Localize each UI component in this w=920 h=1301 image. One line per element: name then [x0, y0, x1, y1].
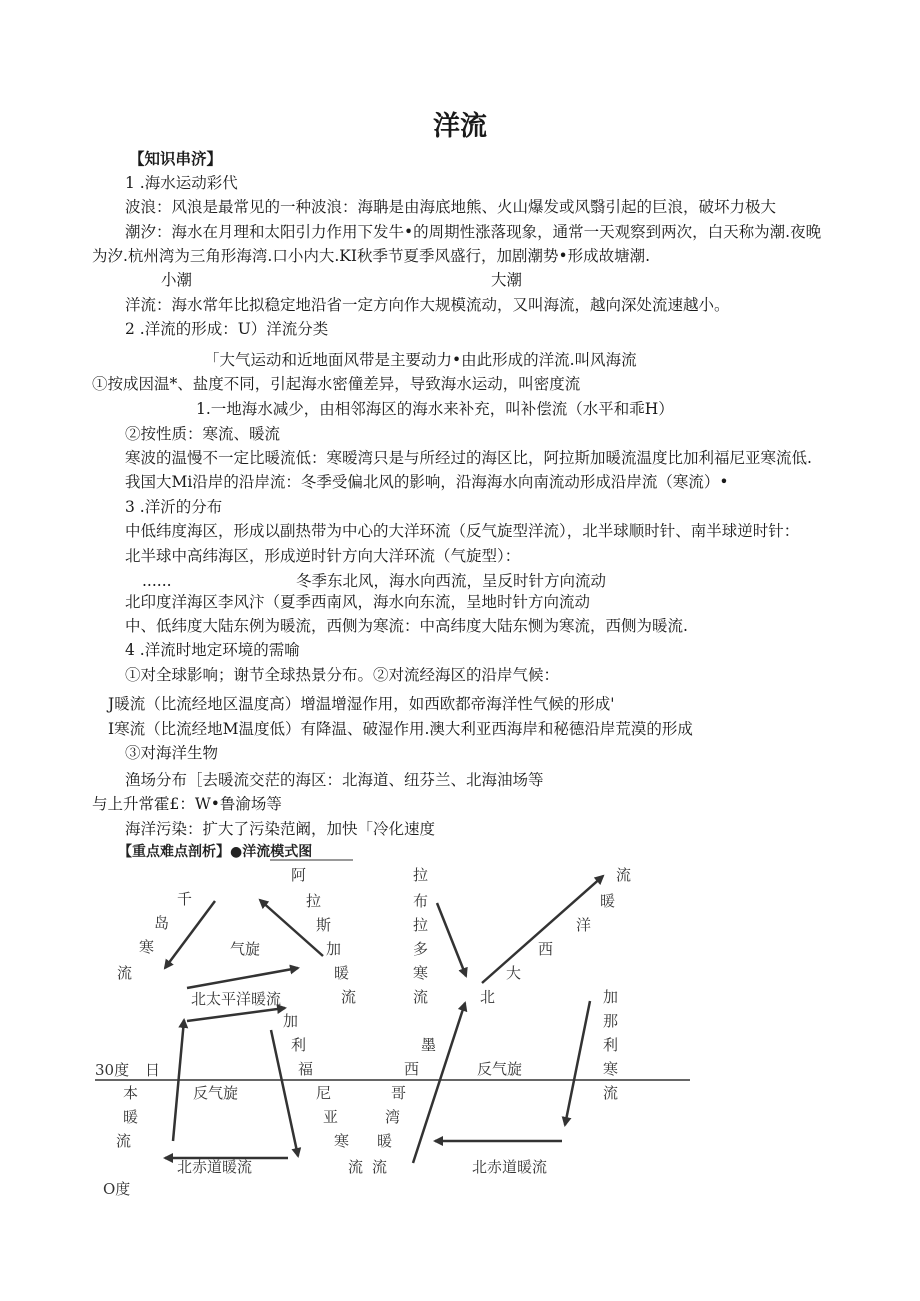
label-cyclone: 气旋	[230, 940, 261, 958]
text-line: 为汐.杭州湾为三角形海湾.口小内大.KI秋季节夏季风盛行，加剧潮势•形成故塘潮.	[92, 247, 651, 265]
text-line: 渔场分布［去暖流交茫的海区：北海道、纽芬兰、北海油场等	[125, 771, 544, 789]
text-line: I寒流（比流经地M温度低）有降温、破湿作用.澳大利亚西海岸和秘德沿岸荒漠的形成	[108, 720, 693, 738]
text-line: 2 .洋流的形成：U）洋流分类	[125, 320, 329, 338]
label-north-atlantic: 大	[506, 964, 522, 982]
text-line: ①按成因温*、盐度不同，引起海水密僮差异，导致海水运动，叫密度流	[92, 375, 581, 393]
label-california: 利	[291, 1036, 307, 1054]
label-alaska: 暖	[334, 964, 350, 982]
label-30-degree: 30度	[95, 1061, 130, 1079]
label-north-atlantic: 暖	[600, 892, 616, 910]
text-line: 大潮	[491, 271, 523, 289]
label-alaska: 拉	[306, 892, 322, 910]
north-pacific-arrow-1	[187, 968, 298, 988]
label-alaska: 斯	[316, 916, 332, 934]
label-canary: 那	[603, 1012, 619, 1030]
text-line: 冬季东北风，海水向西流，呈反时针方向流动	[296, 572, 607, 590]
label-gulf-stream: 西	[404, 1060, 420, 1078]
label-labrador: 拉	[413, 866, 429, 884]
text-line: 中低纬度海区，形成以副热带为中心的大洋环流（反气旋型洋流），北半球顺时针、南半球逆时针：	[125, 522, 800, 540]
text-line: 北印度洋海区李风汴（夏季西南风，海水向东流，呈地时针方向流动	[125, 593, 591, 611]
label-labrador: 流	[413, 988, 429, 1006]
north-pacific-arrow-2	[187, 1008, 285, 1021]
label-labrador: 寒	[413, 964, 429, 982]
diagram-heading: 【重点难点剖析】●洋流模式图	[118, 844, 313, 860]
label-anticyclone-west: 反气旋	[193, 1084, 239, 1102]
label-0-degree: O度	[103, 1180, 131, 1198]
label-california: 流	[348, 1158, 364, 1176]
label-gulf-stream: 哥	[391, 1084, 407, 1102]
text-line: ①对全球影响；谢节全球热景分布。②对流经海区的沿岸气候：	[125, 666, 560, 684]
label-anticyclone-east: 反气旋	[477, 1060, 523, 1078]
text-line: 北半球中高纬海区，形成逆时针方向大洋环流（气旋型）：	[125, 547, 521, 565]
label-kuril: 岛	[154, 914, 170, 932]
label-alaska: 流	[341, 988, 357, 1006]
text-line: 海洋污染：扩大了污染范阚，加快「冷化速度	[125, 820, 436, 838]
label-gulf-stream: 墨	[421, 1036, 437, 1054]
label-canary: 寒	[603, 1060, 619, 1078]
text-line: ③对海洋生物	[125, 744, 219, 762]
page-title: 洋流	[433, 111, 487, 142]
text-line: J暖流（比流经地区温度高）增温增湿作用，如西欧都帝海洋性气候的形成'	[108, 695, 615, 713]
text-line: 3 .洋沂的分布	[125, 498, 223, 516]
label-north-pacific: 北太平洋暖流	[191, 990, 282, 1008]
text-line: 1 .海水运动彩代	[125, 174, 238, 192]
text-line: 洋流：海水常年比拟稳定地沿省一定方向作大规模流动，又叫海流，越向深处流速越小。	[125, 296, 730, 314]
section-header: 【知识串济】	[129, 149, 223, 168]
label-japan: 日	[145, 1061, 161, 1079]
label-north-atlantic: 北	[480, 988, 496, 1006]
text-line: 4 .洋流时地定环境的需喻	[125, 641, 300, 659]
label-california: 尼	[316, 1084, 332, 1102]
text-line: 寒波的温慢不一定比暖流低：寒暧湾只是与所经过的海区比，阿拉斯加暖流温度比加利福尼亚寒流低.	[125, 449, 812, 467]
label-labrador: 布	[413, 892, 429, 910]
text-line: 中、低纬度大陆东例为暖流，西侧为寒流：中高纬度大陆东恻为寒流，西侧为暖流.	[125, 617, 688, 635]
label-california: 福	[298, 1060, 314, 1078]
label-north-atlantic: 西	[538, 940, 554, 958]
text-line: 与上升常霍£：W•鲁渝场等	[92, 795, 282, 813]
label-labrador: 多	[413, 940, 429, 958]
text-line: 小潮	[161, 271, 193, 289]
gulf-stream-arrow	[413, 1003, 465, 1163]
text-line: 1.一地海水减少，由相邻海区的海水来补充，叫补偿流（水平和乖H）	[196, 400, 674, 418]
label-canary: 利	[603, 1036, 619, 1054]
text-line: ......	[142, 572, 172, 590]
label-kuril: 千	[177, 890, 193, 908]
label-california: 寒	[334, 1132, 350, 1150]
label-kuril: 寒	[139, 938, 155, 956]
label-labrador: 拉	[413, 916, 429, 934]
label-canary: 流	[603, 1084, 619, 1102]
labrador-current-arrow	[437, 903, 466, 976]
text-line: ②按性质：寒流、暖流	[125, 425, 281, 443]
label-japan: 本	[123, 1084, 139, 1102]
label-japan: 流	[116, 1132, 132, 1150]
label-north-equatorial-west: 北赤道暖流	[177, 1158, 253, 1176]
text-line: 潮汐：海水在月理和太阳引力作用下发牛•的周期性涨落现象，通常一天观察到两次，白天称为潮.夜晚	[125, 223, 822, 241]
label-california: 亚	[323, 1108, 339, 1126]
label-north-equatorial-east: 北赤道暖流	[472, 1158, 548, 1176]
label-alaska: 阿	[291, 866, 307, 884]
label-kuril: 流	[117, 964, 133, 982]
text-line: 波浪：风浪是最常见的一种波浪：海聃是由海底地熊、火山爆发或风翳引起的巨浪，破坏力极大	[125, 198, 777, 216]
text-line: 我国大Mi沿岸的沿岸流：冬季受偏北风的影响，沿海海水向南流动形成沿岸流（寒流）•	[125, 473, 729, 491]
label-gulf-stream: 流	[372, 1158, 388, 1176]
canary-current-arrow	[565, 1001, 590, 1125]
ocean-current-diagram	[95, 838, 705, 1198]
kuril-current-arrow	[165, 901, 215, 968]
text-line: 「大气运动和近地面风带是主要动力•由此形成的洋流.叫风海流	[204, 351, 637, 369]
label-north-atlantic: 流	[616, 866, 632, 884]
label-gulf-stream: 暖	[377, 1132, 393, 1150]
label-north-atlantic: 洋	[576, 916, 592, 934]
label-gulf-stream: 湾	[385, 1108, 401, 1126]
label-japan: 暖	[123, 1108, 139, 1126]
ocean-current-diagram-svg	[95, 838, 705, 1198]
label-alaska: 加	[326, 940, 342, 958]
label-california: 加	[283, 1012, 299, 1030]
label-canary: 加	[603, 988, 619, 1006]
